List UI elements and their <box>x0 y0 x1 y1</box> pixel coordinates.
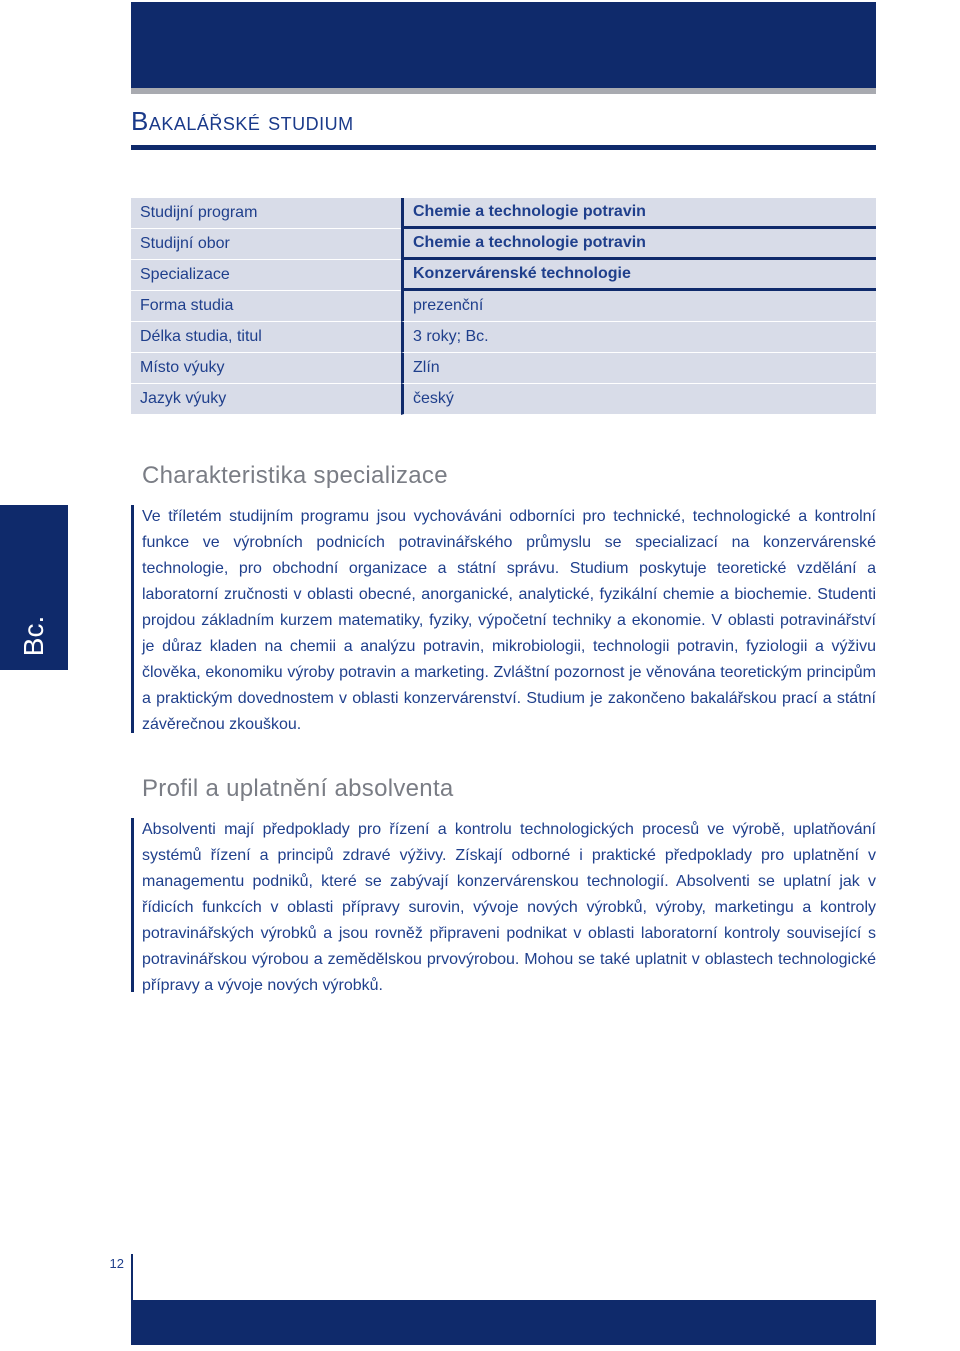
page-number: 12 <box>109 1256 124 1271</box>
info-value: Konzervárenské technologie <box>401 260 876 291</box>
info-label: Studijní obor <box>131 229 401 260</box>
info-value: prezenční <box>401 291 876 322</box>
section-accent-bar <box>131 505 134 733</box>
info-row <box>131 291 876 322</box>
characteristics-paragraph: Ve tříletém studijním programu jsou vychováváni odborníci pro technické, technologické a kontrolní funkce ve výrobních podnicích potravinářského průmyslu se specializací na konzervárenské technologie, pro obchodní organizace a státní správu. Studium poskytuje teoretické vzdělání a laboratorní zručnosti v oblasti obecné, anorganické, analytické, fyzikální chemie a biochemie. Studenti projdou základním kurzem matematiky, fyziky, výpočetní techniky a ekonomie. V oblasti potravinářství je důraz kladen na chemii a analýzu potravin, mikrobiologii, technologii potravin, fyziologii a výživu člověka, ekonomiku výroby potravin a marketing. Zvláštní pozornost je věnována teoretickým principům a praktickým dovednostem v oblasti konzervárenství. Studium je zakončeno bakalářskou prací a státní závěrečnou zkouškou. <box>142 508 876 733</box>
bottom-banner <box>131 1300 876 1345</box>
info-row <box>131 353 876 384</box>
info-row <box>131 322 876 353</box>
side-tab-label: Bc. <box>18 615 49 657</box>
info-row <box>131 198 876 229</box>
section-heading-characteristics: Charakteristika specializace <box>142 462 448 489</box>
top-banner-shadow <box>131 88 876 94</box>
info-value: Chemie a technologie potravin <box>401 198 876 229</box>
info-row <box>131 260 876 291</box>
info-value: 3 roky; Bc. <box>401 322 876 353</box>
info-row <box>131 384 876 415</box>
title-divider <box>131 145 876 150</box>
section-heading-graduate-profile: Profil a uplatnění absolventa <box>142 775 454 802</box>
graduate-profile-paragraph: Absolventi mají předpoklady pro řízení a kontrolu technologických procesů ve výrobě, uplatňování systémů řízení a principů zdravé výživy. Získají odborné i praktické předpoklady pro uplatnění v managementu podniků, které se zabývají konzervárenskou technologií. Absolventi se uplatní jak v řídicích funkcích v oblasti přípravy surovin, vývoje nových výrobků, výroby, marketingu a kontroly potravinářských výrobků a jsou rovněž připraveni podnikat v oblasti laboratorní kontroly související s potravinářskou výrobou a zemědělskou prvovýrobou. Mohou se také uplatnit v oblastech technologické přípravy a vývoje nových výrobků. <box>142 821 876 994</box>
info-value: Zlín <box>401 353 876 384</box>
info-row <box>131 229 876 260</box>
info-label: Jazyk výuky <box>131 384 401 415</box>
info-label: Studijní program <box>131 198 401 229</box>
info-value: český <box>401 384 876 415</box>
page-number-divider <box>131 1254 133 1300</box>
info-value: Chemie a technologie potravin <box>401 229 876 260</box>
page-title: Bakalářské studium <box>131 106 354 136</box>
info-label: Délka studia, titul <box>131 322 401 353</box>
info-label: Místo výuky <box>131 353 401 384</box>
study-info-table <box>131 198 876 415</box>
info-label: Forma studia <box>131 291 401 322</box>
top-banner <box>131 2 876 88</box>
info-label: Specializace <box>131 260 401 291</box>
section-accent-bar <box>131 818 134 992</box>
